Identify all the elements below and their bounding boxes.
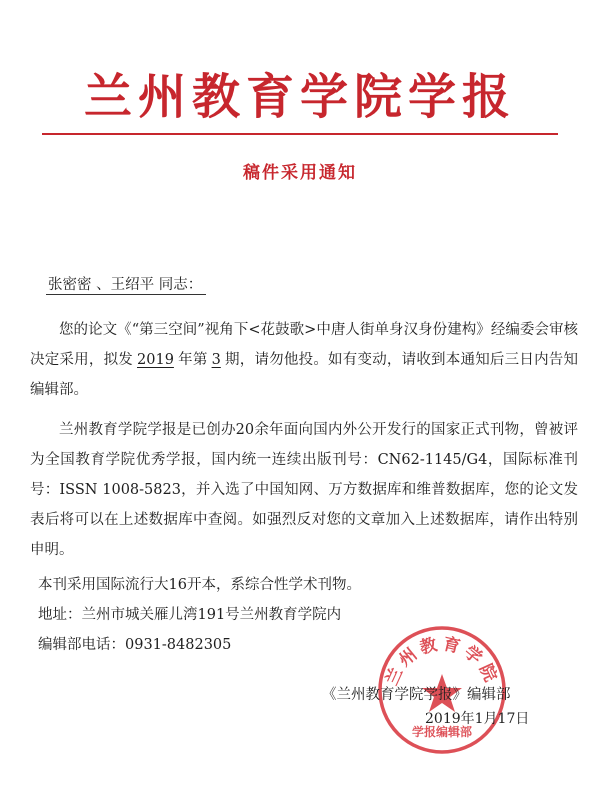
para1-mid1: 经编委会审核决定采用，拟发: [30, 322, 579, 368]
address-line: 地址：兰州市城关雁儿湾191号兰州教育学院内: [38, 607, 342, 623]
recipient-line: [46, 270, 206, 300]
publish-year: 2019: [137, 352, 174, 368]
notice-title: 稿件采用通知: [243, 163, 357, 183]
para1-suffix: 期，请勿他投。如有变动，请收到本通知后三日内告知编辑部。: [30, 352, 579, 398]
journal-masthead: 兰州教育学院学报: [83, 69, 516, 125]
notice-body: [30, 315, 578, 565]
recipient-suffix: 同志：: [154, 277, 203, 293]
journal-contact-info: [38, 570, 361, 660]
para1-prefix: 您的论文: [59, 322, 118, 338]
phone-line: 编辑部电话：0931-8482305: [38, 637, 232, 653]
journal-info-paragraph: 兰州教育学院学报是已创办20余年面向国内外公开发行的国家正式刊物，曾被评为全国教育学院优秀学报，国内统一连续出版刊号：CN62-1145/G4，国际标准刊号：ISSN 1008-5823，并入选了中国知网、万方数据库和维普数据库，您的论文发表后将可以在上述数据库中查阅。如强烈反对您的文章加入上述数据库，请作出特别申明。: [30, 422, 578, 558]
seal-bottom-text: 学报编辑部: [411, 725, 473, 739]
publish-issue: 3: [211, 352, 221, 368]
masthead-divider: [42, 133, 558, 135]
acceptance-paragraph: [30, 315, 578, 405]
para1-mid2: 年第: [177, 352, 208, 368]
format-line: 本刊采用国际流行大16开本，系综合性学术刊物。: [38, 577, 361, 593]
recipient-underline: [46, 277, 206, 295]
signature-department: 《兰州教育学院学报》编辑部: [322, 687, 511, 703]
signature-date: 2019年1月17日: [425, 711, 530, 727]
paper-title: 《“第三空间”视角下<花鼓歌>中唐人街单身汉身份建构》: [117, 322, 491, 338]
recipient-names: 张密密 、王绍平: [48, 277, 155, 293]
seal-arc-text: 兰州教育学院: [382, 634, 502, 689]
